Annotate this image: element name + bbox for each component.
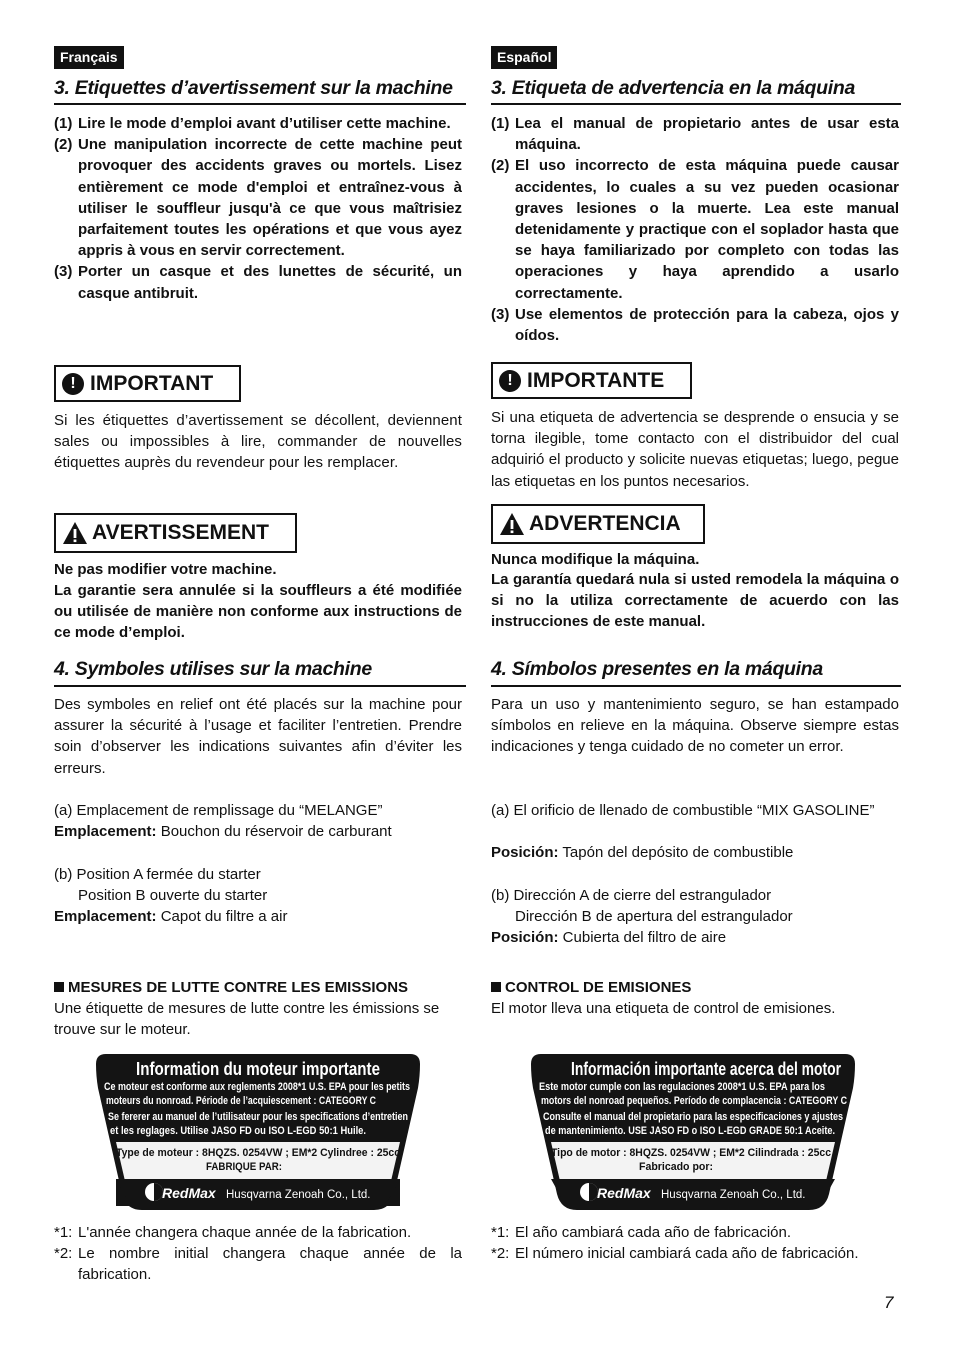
svg-text:Se fererer au manuel de l’util: Se fererer au manuel de l’utilisateur pour les specifications d’entretien: [108, 1111, 409, 1123]
warning-line-1: Ne pas modifier votre machine.: [54, 561, 277, 578]
item-b-description-2: Position B ouverte du starter: [78, 887, 268, 904]
symbols-intro: Des symboles en relief ont été placés sur la machine pour assurer la sécurité à l’usage et faciliter l’entretien. Prendre soin d’observer les indications suivantes afin d’éviter les erreurs.: [54, 696, 462, 777]
emissions-text: El motor lleva una etiqueta de control de emisiones.: [491, 1000, 836, 1017]
brand-logo: RedMax: [597, 1185, 651, 1201]
warning-line-2: La garantie sera annulée si la souffleurs a été modifiée ou utilisée de manière non conforme aux instructions de ce mode d’emploi.: [54, 582, 462, 642]
svg-text:de mantenimiento. USE JASO: de mantenimiento. USE JASO FD o ISO L-EGD GRADE 50:1 Aceite.: [545, 1125, 835, 1137]
svg-text:Este motor cumple con las regu: Este motor cumple con las regulaciones 2008*1 U.S. EPA para los: [539, 1081, 825, 1093]
square-bullet-icon: [54, 982, 64, 992]
company-name: Husqvarna Zenoah Co., Ltd.: [226, 1189, 371, 1201]
item-b-location: Posición: Cubierta del filtro de aire: [491, 929, 727, 946]
emission-label-image: [529, 1052, 857, 1212]
warning-label-list: [491, 113, 899, 346]
label-title: Información importante acerca del motor: [571, 1059, 841, 1079]
exclamation-icon: !: [62, 373, 84, 395]
svg-text:FABRIQUE PAR:: FABRIQUE PAR:: [206, 1161, 282, 1173]
page-number: 7: [884, 1293, 894, 1312]
language-tag: Español: [491, 46, 557, 69]
warning-line-1: Nunca modifique la máquina.: [491, 551, 700, 568]
important-box: [54, 365, 241, 402]
list-item: (3) Porter un casque et des lunettes de sécurité, un casque antibruit.: [54, 263, 462, 302]
svg-text:moteurs du nonroad. Période de: moteurs du nonroad. Période de l’acquiescement : CATEGORY C: [106, 1095, 377, 1107]
item-b-description-1: (b) Position A fermée du starter: [54, 866, 261, 883]
warning-line-2: La garantía quedará nula si usted remodela la máquina o si no la utiliza correctamente de acuerdo con las instrucciones de este manual.: [491, 571, 899, 631]
important-label: IMPORTANTE: [527, 368, 665, 392]
symbols-intro: Para un uso y mantenimiento seguro, se han estampado símbolos en relieve en la máquina. Observe siempre estas indicaciones y tenga cuidado de no cometer un error.: [491, 696, 899, 756]
emissions-title: MESURES DE LUTTE CONTRE LES EMISSIONS: [54, 977, 462, 998]
warning-box: [54, 513, 297, 553]
footnote: *2: El número inicial cambiará cada año de fabricación.: [491, 1245, 859, 1263]
svg-text:et les reglages. Utilise JA: et les reglages. Utilise JASO FD ou ISO L-EGD 50:1 Huile.: [110, 1125, 366, 1137]
list-item: (1) Lea el manual de propietario antes de usar esta máquina.: [491, 115, 899, 154]
warning-label: AVERTISSEMENT: [92, 521, 269, 544]
footnotes: [54, 1222, 462, 1286]
brand-logo: RedMax: [162, 1185, 216, 1201]
svg-text:Consulte el manual del propiet: Consulte el manual del propietario para las especificaciones y ajustes: [543, 1111, 843, 1123]
item-a-location: Posición: Tapón del depósito de combustible: [491, 844, 794, 861]
item-b-description-1: (b) Dirección A de cierre del estrangulador: [491, 887, 772, 904]
warning-label: ADVERTENCIA: [529, 512, 681, 535]
emission-label-image: [94, 1052, 422, 1212]
company-name: Husqvarna Zenoah Co., Ltd.: [661, 1189, 806, 1201]
item-b-location: Emplacement: Capot du filtre a air: [54, 908, 288, 925]
section-4-title: 4. Símbolos presentes en la máquina: [491, 658, 823, 680]
warning-triangle-icon: [499, 512, 525, 536]
item-a-description: (a) Emplacement de remplissage du “MELANGE”: [54, 802, 383, 819]
footnote: *1: El año cambiará cada año de fabricación.: [491, 1224, 792, 1241]
section-rule: [54, 685, 466, 687]
section-rule: [54, 103, 466, 105]
section-rule: [491, 685, 901, 687]
svg-text:Ce moteur est conforme aux reg: Ce moteur est conforme aux reglements 2008*1 U.S. EPA pour les petits: [104, 1081, 410, 1093]
emissions-text: Une étiquette de mesures de lutte contre les émissions se trouve sur le moteur.: [54, 1000, 440, 1039]
emissions-title: CONTROL DE EMISIONES: [491, 977, 899, 998]
list-item: (1) Lire le mode d’emploi avant d’utiliser cette machine.: [54, 115, 451, 132]
section-3-title: 3. Etiquettes d’avertissement sur la machine: [54, 77, 453, 99]
important-text: Si les étiquettes d’avertissement se décollent, deviennent sales ou impossibles à lire, commander de nouvelles étiquettes auprès du revendeur pour les remplacer.: [54, 412, 462, 472]
svg-text:Fabricado por:: Fabricado por:: [639, 1161, 713, 1173]
item-a-location: Emplacement: Bouchon du réservoir de carburant: [54, 823, 392, 840]
svg-text:Tipo de motor : 8HQZS. 0254VW: Tipo de motor : 8HQZS. 0254VW ; EM*2 Cilindrada : 25cc: [551, 1147, 831, 1159]
list-item: (2) El uso incorrecto de esta máquina puede causar accidentes, lo cuales a su vez pueden ocasionar graves lesiones o la muerte. Lea este manual detenidamente y practique con el soplador hasta que se haya familiarizado por completo con todas las operaciones y haya aprendido a usarlo correctamente.: [491, 157, 899, 302]
footnote: *1: L'année changera chaque année de la fabrication.: [54, 1224, 412, 1241]
language-tag: Français: [54, 46, 124, 69]
list-item: (2) Une manipulation incorrecte de cette machine peut provoquer des accidents graves ou mortels. Lisez entièrement ce mode d'emploi et entraînez-vous à utiliser le souffleur jusqu'à ce que vous maîtrisiez parfaitement toutes les opérations et que vous ayez appris à vous en servir correctement.: [54, 136, 462, 260]
square-bullet-icon: [491, 982, 501, 992]
exclamation-icon: !: [499, 370, 521, 392]
section-rule: [491, 103, 901, 105]
warning-triangle-icon: [62, 521, 88, 545]
item-a-description: (a) El orificio de llenado de combustible “MIX GASOLINE”: [491, 802, 875, 819]
important-text: Si una etiqueta de advertencia se desprende o ensucia y se torna ilegible, tome contacto con el distribuidor del cual adquirió el producto y solicite nuevas etiquetas; luego, pegue las etiquetas en los puntos necesarios.: [491, 409, 899, 490]
footnote: *2: Le nombre initial changera chaque année de la fabrication.: [54, 1245, 462, 1284]
item-b-description-2: Dirección B de apertura del estrangulador: [515, 908, 793, 925]
section-3-title: 3. Etiqueta de advertencia en la máquina: [491, 77, 856, 99]
footnotes: [491, 1222, 899, 1264]
svg-text:motors del nonroad pequeños. P: motors del nonroad pequeños. Período de complacencia : CATEGORY C: [541, 1095, 848, 1107]
important-label: IMPORTANT: [90, 371, 214, 395]
important-box: [491, 362, 692, 399]
list-item: (3) Use elementos de protección para la cabeza, ojos y oídos.: [491, 305, 899, 345]
warning-label-list: [54, 113, 462, 304]
section-4-title: 4. Symboles utilises sur la machine: [54, 658, 372, 680]
svg-text:Type de moteur : 8HQZS. 0254VW: Type de moteur : 8HQZS. 0254VW ; EM*2 Cylindree : 25cc: [116, 1147, 400, 1159]
label-title: Information du moteur importante: [136, 1059, 380, 1079]
warning-box: [491, 504, 705, 544]
